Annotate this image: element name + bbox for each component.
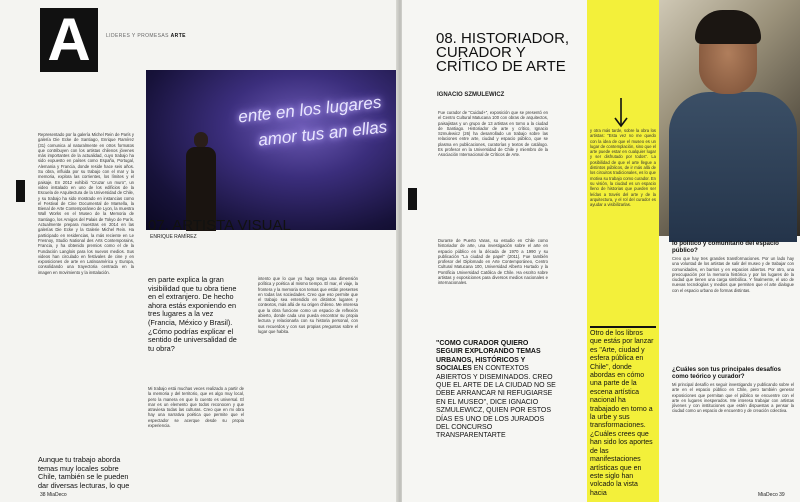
page-folio-right: MiaDeco 39	[758, 492, 785, 498]
neon-text-line2: amor tus an ellas	[257, 117, 389, 150]
artist-silhouette	[186, 132, 216, 230]
article-body-col1b: Durante de Puerto Varas, su estudio en Chile como historiador de arte, una investigación sobre el arte en espacio público en la década de 1970 a 1990 y su publicación "La ciudad de papel" (2011). Fue también profesor del Diplomado en Arte Contemporáneo, Centro Cultural Matucana 100, Universidad Alberto Hurtado y la Pontificia Universidad Católica de Chile. Ha escrito sobre artistas y exposiciones para diversos medios nacionales e internacionales.	[438, 238, 548, 286]
yellow-divider	[590, 326, 656, 328]
decorative-bar	[16, 180, 25, 202]
article-body-col1: Representado por la galería Michel Rein de París y galería Die Ecke de Santiago, Enrique Ramírez (31) comunica al naturalmente en otros formatos que contribuyen con los artistas chilenos jóvenes más importantes de la actualidad, cuyo trabajo ha sido expuesto en países como España, Portugal, Alemania y Francia, donde reside hace seis años. Su obra, influida por su trabajo con el mar y la memoria, explora las corrientes, los límites y el paisaje. En 2012 exhibió "Cruzar un muro", un video instalado en uno de los edificios de la Escuela de Arquitectura de la Universidad de Chile, y su trabajo ha sido mostrado en instancias como el Festival de Cine Documental de Marsella, la Bienal de Arte Contemporáneo de Lyon, la muestra Wall Works en el Museo de la Memoria de Santiago, los Amigos del Palais de Tokyo de París. Actualmente prepara muestras en 2014 en las galerías Die Ecke y la Galerie Michel Rein. Ha participado en residencias, la más reciente en Le Fresnoy, Studio National des Arts Contemporains, Francia, y ha obtenido premios como el de la Fundación Langlois para los nuevos medios. Sus videos han circulado en festivales de cine y en exposiciones de arte en Latinoamérica y Europa, consolidando una trayectoria centrada en la imagen en movimiento y la instalación.	[38, 132, 134, 275]
pull-quote	[436, 340, 556, 441]
article-subtitle-08: IGNACIO SZMULEWICZ	[437, 92, 505, 98]
right-page	[402, 0, 800, 502]
page-folio-left: 38 MiaDeco	[40, 492, 67, 498]
interview-question-1: Aunque tu trabajo aborda temas muy locales sobre Chile, también se le pueden dar diversas lecturas, lo que	[38, 455, 130, 490]
article-body-col3b: Mi principal desafío es seguir investigando y publicando sobre el arte en el espacio público en Chile, pero también generar exposiciones que permitan que el público se encuentre con el arte en lugares inesperados. Me interesa trabajar con artistas jóvenes y con instituciones que estén dispuestas a pensar la ciudad como un espacio de encuentro y de creación colectiva.	[672, 382, 794, 414]
left-page	[0, 0, 398, 502]
interview-question-yellow: Otro de los libros que estás por lanzar es "Arte, ciudad y esfera pública en Chile", donde abordas en cómo una parte de la escena artística nacional ha trabajado en torno a la urbe y sus transformaciones. ¿Cuáles crees que han sido los aportes de las manifestaciones artísticas que en este siglo han volcado la vista hacia	[590, 330, 654, 497]
section-logo-letter: A	[40, 8, 98, 72]
pull-quote-rest: EN CONTEXTOS ABIERTOS Y DISEMINADOS. CREO QUE EL ARTE DE LA CIUDAD NO SE DEBE ARRANCAR NI REFUGIARSE EN EL MUSEO", DICE IGNACIO SZMULEWICZ, QUIEN POR ESTOS DÍAS ES UNO DE LOS JURADOS DEL CONCURSO TRANSPARENTARTE	[436, 365, 556, 440]
section-prefix: LIDERES Y PROMESAS	[106, 33, 169, 39]
yellow-column-body: y otra más tarde, sobre la obra los artistas: "Esta vez no me quedo con la idea de que el museo es un lugar de contemplación, sino que el arte puede estar en cualquier lugar y ser disfrutado por todos". La posibilidad de que el arte llegue a distintos públicos, de ir más allá de los circuitos tradicionales, es lo que motiva su trabajo como curador. En su visión, la ciudad es un espacio lleno de historias que pueden ser leídas a través del arte y de la arquitectura, y el rol del curador es ayudar a visibilizarlas.	[590, 128, 656, 208]
article-body-col1: Fue curador de "Cuidad+", exposición que se presentó en el Centro Cultural Matucana 100 con obras de arquitectos, paisajistas y un grupo de 13 artistas en torno a la ciudad de Santiago. Historiador de arte y crítico, Ignacio Szmulewicz (26) ha desarrollado un trabajo sobre las relaciones entre arte, ciudad y espacio público, que se plasma en publicaciones, curatorías y textos de catálogo. Es profesor en la Universidad de Chile y miembro de la Asociación Internacional de Críticos de Arte.	[438, 110, 548, 158]
decorative-bar	[408, 188, 417, 210]
section-name: ARTE	[170, 33, 186, 39]
article-title-08: 08. HISTORIADOR, CURADOR Y CRÍTICO DE ARTE	[436, 30, 570, 75]
arrow-down-icon	[614, 98, 628, 128]
interview-question-right-1: lo político y comunitario del espacio público?	[672, 240, 779, 255]
article-body-col3: intento que lo que yo hago tenga una dimensión política y poética al mismo tiempo. El mar, el viaje, la frontera y la memoria son temas que están presentes en todas las sociedades. Creo que eso permite que el trabajo sea entendido en distintos lugares y contextos, más allá de su origen chileno. Me interesa que la obra funcione como un espacio de reflexión abierto, donde cada uno pueda encontrar su propia lectura y relacionarla con su historia personal, con sus recuerdos y con sus propias preguntas sobre el lugar que habita.	[258, 276, 358, 334]
pull-quote-bold: "COMO CURADOR QUIERO SEGUIR EXPLORANDO TEMAS URBANOS, HISTÓRICOS Y SOCIALES	[436, 340, 541, 373]
article-subtitle-07: ENRIQUE RAMÍREZ	[150, 234, 197, 240]
portrait-photo	[659, 0, 800, 236]
section-label	[106, 33, 186, 39]
article-body-col3a: Creo que hay tres grandes transformaciones. Por un lado hay una voluntad de los artistas de salir del museo y de trabajar con comunidades, en barrios y en espacios abiertos. Por otro, una preocupación por la memoria histórica y por los lugares de la ciudad que tienen una carga simbólica. Y finalmente, el uso de nuevas tecnologías y medios que permiten que el arte dialogue con el espacio urbano de formas distintas.	[672, 256, 794, 293]
article-title-07: 07. ARTISTA VISUAL	[148, 217, 291, 234]
interview-question-1-cont: en parte explica la gran visibilidad que tu obra tiene en el extranjero. De hecho ahora estás exponiendo en tres lugares a la vez (Francia, México y Brasil). ¿Cómo podrías explicar el sentido de universalidad de tu obra?	[148, 275, 237, 353]
neon-artwork-photo	[146, 70, 404, 230]
article-body-col2: Mi trabajo está muchas veces realizado a partir de la memoria y del territorio, que es algo muy local, pero la manera en que lo cuento es universal. El mar es un elemento que todos reconocen y que atraviesa todas las culturas. Creo que en mi obra hay una narrativa poética que permite que el espectador se acerque desde su propia experiencia.	[148, 386, 244, 429]
interview-question-right-2: ¿Cuáles son tus principales desafíos como teórico y curador?	[672, 366, 782, 381]
neon-text-line1: ente en los lugares	[237, 92, 383, 127]
